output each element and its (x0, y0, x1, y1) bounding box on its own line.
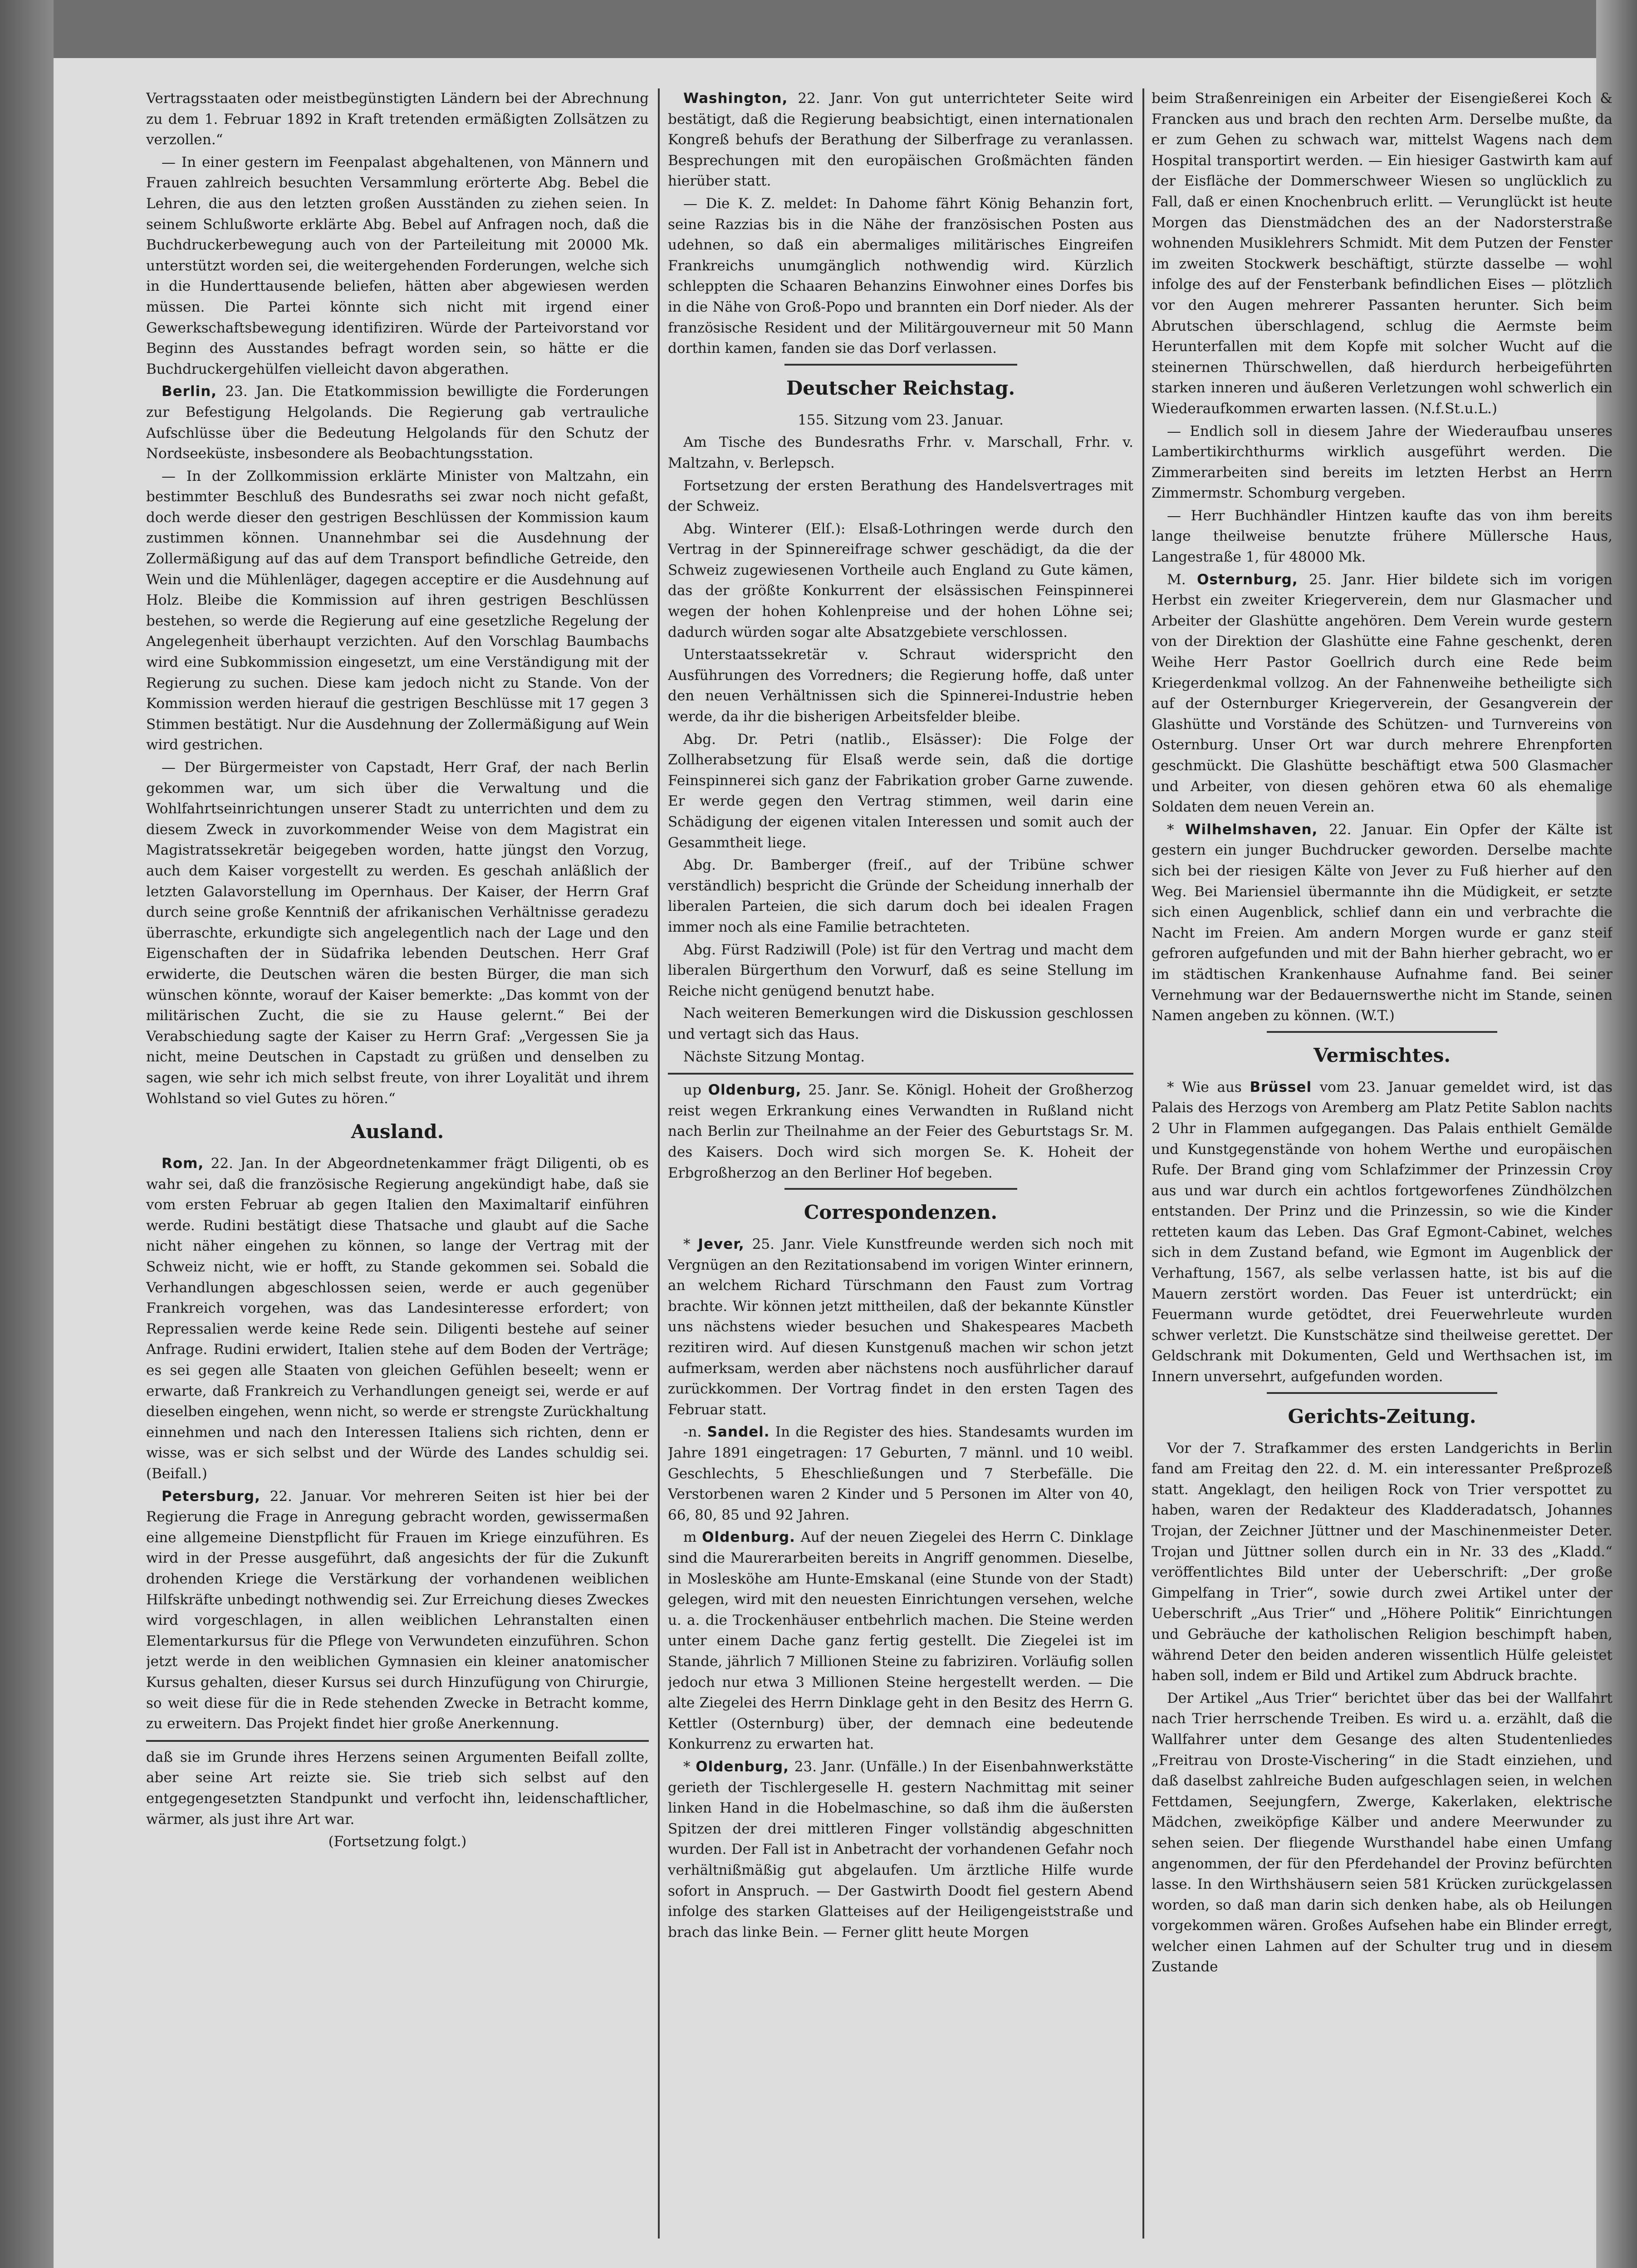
feuilleton-text: daß sie im Grunde ihres Herzens seinen Argumenten Beifall zollte, aber seine Art reizte sie. Sie trieb sich selbst auf den entgegengesetzten Standpunkt und verfocht ihn, leidenschaftlicher, wärmer, als just ihre Art war. (146, 1749, 649, 1828)
article-text: 23. Janr. (Unfälle.) In der Eisenbahnwerkstätte gerieth der Tischlergeselle H. gestern Nachmittag mit seiner linken Hand in die Hobelmaschine, so daß ihm die äußersten Spitzen der drei mittleren Finger vollständig abgeschnitten wurden. Der Fall ist in Anbetracht der vorhandenen Gefahr noch verhältnißmäßig gut abgelaufen. Um ärztliche Hilfe wurde sofort in Anspruch. — Der Gastwirth Doodt fiel gestern Abend infolge des starken Glatteises auf der Heiligengeiststraße und brach das linke Bein. — Ferner glitt heute Morgen (668, 1758, 1133, 1941)
paragraph: — Endlich soll in diesem Jahre der Wiederaufbau unseres Lambertikirchthurms wirklich ausgeführt werden. Die Zimmerarbeiten sind bereits im letzten Herbst an Herrn Zimmermstr. Schomburg vergeben. (1152, 423, 1612, 502)
column-1 (146, 88, 649, 2239)
divider (784, 364, 1017, 366)
correspondent-mark: m (683, 1529, 702, 1546)
article-oldenburg-2 (668, 1527, 1133, 1755)
divider (784, 1188, 1017, 1190)
paragraph: Nach weiteren Bemerkungen wird die Diskussion geschlossen und vertagt sich das Haus. (668, 1005, 1133, 1042)
article-text: 25. Janr. Se. Königl. Hoheit der Großherzog reist wegen Erkrankung eines Verwandten in Rußland nicht nach Berlin zur Theilnahme an der Feier des Geburtstags Sr. M. des Kaisers. Doch wird sich morgen Se. K. Hoheit der Erbgroßherzog an den Berliner Hof begeben. (668, 1082, 1133, 1181)
article-text: vom 23. Januar gemeldet wird, ist das Palais des Herzogs von Aremberg am Platz Petite Sablon nachts 2 Uhr in Flammen aufgegangen. Das Palais enthielt Gemälde und Kunstgegenstände von hohem Werthe und europäischen Rufe. Der Brand ging vom Schlafzimmer der Prinzessin Croy aus und war durch ein achtlos fortgeworfenes Zündhölzchen entstanden. Der Prinz und die Prinzessin, so wie die Kinder retteten kaum das Leben. Das Graf Egmont-Cabinet, welches sich in dem Zustand befand, wie Egmont im Augenblick der Verhaftung, 1567, als selbe verlassen hatte, ist bis auf die Mauern zerstört worden. Das Feuer ist unterdrückt; ein Feuermann wurde getödtet, drei Feuerwehrleute wurden schwer verletzt. Die Kunstschätze sind theilweise gerettet. Der Geldschrank mit Dokumenten, Geld und Werthsachen ist, im Innern unversehrt, aufgefunden worden. (1152, 1079, 1612, 1385)
paragraph: Der Artikel „Aus Trier“ berichtet über das bei der Wallfahrt nach Trier herrschende Treiben. Es wird u. a. erzählt, daß die Wallfahrer unter dem Gesange des alten Studentenliedes „Freitrau von Droste-Vischering“ in die Stadt einziehen, und daß daselbst zahlreiche Buden aufgeschlagen seien, in welchen Fettdamen, Seejungfern, Zwerge, Kakerlaken, elektrische Mädchen, zweiköpfige Kälber und andere Meerwunder zu sehen seien. Der fliegende Wursthandel habe einen Umfang angenommen, der für den Pferdehandel der Provinz befürchten lasse. In den Wirthshäusern seien 581 Krücken zurückgelassen worden, so daß man darin sich denken habe, als ob Heilungen vorgekommen wären. Großes Aufsehen habe ein Blinder erregt, welcher einen Lahmen auf der Schulter trug und in diesem Zustande (1152, 1690, 1612, 1975)
article-wilhelmshaven (1152, 820, 1612, 1026)
paragraph: — Herr Buchhändler Hintzen kaufte das von ihm bereits lange theilweise benutzte frühere Müllersche Haus, Langestraße 1, für 48000 Mk. (1152, 507, 1612, 566)
article-text: Auf der neuen Ziegelei des Herrn C. Dinklage sind die Maurerarbeiten bereits in Angriff genommen. Dieselbe, in Moslesköhe am Hunte-Emskanal (eine Stunde von der Stadt) gelegen, wird mit den neuesten Einrichtungen versehen, welche u. a. die Trockenhäuser entbehrlich machen. Die Steine werden unter einem Dache ganz fertig gestellt. Die Ziegelei ist im Stande, jährlich 7 Millionen Steine zu fabriziren. Vorläufig sollen jedoch nur etwa 3 Millionen Steine hergestellt werden. — Die alte Ziegelei des Herrn Dinklage geht in den Besitz des Herrn G. Kettler (Osternburg) über, der demnach eine bedeutende Konkurrenz zu erwarten hat. (668, 1529, 1133, 1753)
section-heading-ausland: Ausland. (351, 1120, 444, 1143)
paragraph: — Der Bürgermeister von Capstadt, Herr Graf, der nach Berlin gekommen war, um sich über die Verwaltung und die Wohlfahrtseinrichtungen unserer Stadt zu unterrichten und dem zu diesem Zweck in zuvorkommender Weise von dem Magistrat ein Magistratssekretär beigegeben worden, hatte jüngst den Vorzug, auch dem Kaiser vorgestellt zu werden. Es geschah anläßlich der letzten Galavorstellung im Opernhaus. Der Kaiser, der Herrn Graf durch seine große Kenntniß der afrikanischen Verhältnisse geradezu überraschte, erkundigte sich angelegentlich nach der Lage und den Eigenschaften der in Südafrika lebenden Deutschen. Herr Graf erwiderte, die Deutschen wären die besten Bürger, die man sich wünschen könnte, worauf der Kaiser bemerkte: „Das kommt von der militärischen Zucht, die sie zu Hause gelernt.“ Bei der Verabschiedung sagte der Kaiser zu Herrn Graf: „Vergessen Sie ja nicht, meine Deutschen in Capstadt zu grüßen und denselben zu sagen, wie sehr ich mich selbst freute, von ihrer Loyalität und ihrem Wohlstand so viel Gutes zu hören.“ (146, 759, 649, 1107)
paragraph: beim Straßenreinigen ein Arbeiter der Eisengießerei Koch & Francken aus und brach den rechten Arm. Derselbe mußte, da er zum Gehen zu schwach war, mittelst Wagens nach dem Hospital transportirt werden. — Ein hiesiger Gastwirth kam auf der Eisfläche der Dommerschweer Wiesen so unglücklich zu Fall, daß er einen Knochenbruch erlitt. — Verunglückt ist heute Morgen das Dienstmädchen des an der Nadorsterstraße wohnenden Musiklehrers Schmidt. Mit dem Putzen der Fenster im zweiten Stockwerk beschäftigt, stürzte dasselbe — wohl infolge des auf der Fensterbank befindlichen Eises — plötzlich vor den Augen mehrerer Passanten herunter. Sich beim Abrutschen überschlagend, schlug die Aermste beim Herunterfallen mit dem Kopfe mit solcher Wucht auf die steinernen Thürschwellen, daß hierdurch herbeigeführten starken inneren und äußeren Verletzungen wohl schwerlich ein Wiederaufkommen erwarten lassen. (N.f.St.u.L.) (1152, 90, 1612, 417)
dateline-place: Washington, (683, 90, 788, 107)
dateline-place: Sandel. (707, 1424, 770, 1441)
article-text: 22. Jan. In der Abgeordnetenkammer frägt Diligenti, ob es wahr sei, daß die französische Regierung angekündigt habe, daß sie vom ersten Februar ab gegen Italien den Maximaltarif einführen werde. Rudini bestätigt diese Thatsache und glaubt auf die Sache nicht näher eingehen zu können, so lange der Vertrag mit der Schweiz nicht, wie er hofft, zu Stande gekommen sei. Sobald die Verhandlungen abgeschlossen seien, werde er auch gegenüber Frankreich vorgehen, was das Landesinteresse erfordert; von Repressalien werde keine Rede sein. Diligenti bestehe auf seiner Anfrage. Rudini erwidert, Italien stehe auf dem Boden der Verträge; es sei gegen alle Staaten von gleichen Gefühlen beseelt; wenn er erwarte, daß Frankreich zu Verhandlungen geneigt sei, werde er auf dieselben eingehen, wenn nicht, so werde er strengste Zurückhaltung einnehmen und nach den Interessen Italiens sich richten, denn er wisse, was er sich selbst und der Würde des Landes schuldig sei. (Beifall.) (146, 1155, 649, 1482)
article-jever (668, 1234, 1133, 1420)
article-bruessel (1152, 1077, 1612, 1388)
paragraph: Abg. Dr. Petri (natlib., Elsässer): Die Folge der Zollherabsetzung für Elsaß werde sein, daß die dortige Feinspinnerei sich ganz der Fabrikation grober Garne zuwende. Er werde gegen den Vertrag stimmen, weil darin eine Schädigung der eigenen vitalen Interessen und somit auch der Gesammtheit liege. (668, 731, 1133, 851)
section-heading-reichstag: Deutscher Reichstag. (786, 376, 1015, 399)
paragraph: Unterstaatssekretär v. Schraut widerspricht den Ausführungen des Vorredners; die Regierung hoffe, daß unter den neuen Verhältnissen sich die Spinnerei-Industrie heben werde, da ihr die bisherigen Arbeitsfelder bleibe. (668, 646, 1133, 725)
article-petersburg (146, 1486, 649, 1735)
article-lead: * Wie aus (1167, 1079, 1250, 1095)
paragraph: Vertragsstaaten oder meistbegünstigten Ländern bei der Abrechnung zu dem 1. Februar 1892 in Kraft tretenden ermäßigten Zollsätzen zu verzollen.“ (146, 90, 649, 148)
section-heading-correspondenzen: Correspondenzen. (804, 1201, 998, 1224)
newspaper-columns (146, 88, 1612, 2239)
dateline-place: Wilhelmshaven, (1185, 821, 1318, 838)
continuation-note: (Fortsetzung folgt.) (328, 1833, 467, 1850)
article-washington (668, 88, 1133, 192)
article-text: 23. Jan. Die Etatkommission bewilligte die Forderungen zur Befestigung Helgolands. Die Regierung gab vertrauliche Aufschlüsse über die Bedeutung Helgolands für den Schutz der Nordseeküste, insbesondere als Beobachtungsstation. (146, 383, 649, 462)
paragraph: — Die K. Z. meldet: In Dahome fährt König Behanzin fort, seine Razzias bis in die Nähe der französischen Posten aus udehnen, so daß ein abermaliges militärisches Eingreifen Frankreichs unumgänglich nothwendig wird. Kürzlich schleppten die Schaaren Behanzins Einwohner eines Dorfes bis in die Nähe von Groß-Popo und brannten ein Dorf nieder. Als der französische Resident und der Militärgouverneur mit 50 Mann dorthin kamen, fanden sie das Dorf verlassen. (668, 195, 1133, 357)
paragraph: Vor der 7. Strafkammer des ersten Landgerichts in Berlin fand am Freitag den 22. d. M. ein interessanter Preßprozeß statt. Angeklagt, den heiligen Rock von Trier verspottet zu haben, waren der Redakteur des Kladderadatsch, Johannes Trojan, der Zeichner Jüttner und der Maschinenmeister Deter. Trojan und Jüttner sollen durch ein in Nr. 33 des „Kladd.“ veröffentlichtes Bild unter der Ueberschrift: „Der große Gimpelfang in Trier“, sowie durch zwei Artikel unter der Ueberschrift „Aus Trier“ und „Höhere Politik“ Einrichtungen und Gebräuche der katholischen Religion beschimpft haben, während Deter den beiden anderen wissentlich Hülfe geleistet haben soll, indem er Bild und Artikel zum Abdruck brachte. (1152, 1440, 1612, 1684)
column-2 (668, 88, 1133, 2239)
article-text: 22. Januar. Ein Opfer der Kälte ist gestern ein junger Buchdrucker geworden. Derselbe machte sich bei der riesigen Kälte von Jever zu Fuß hierher auf den Weg. Bei Mariensiel übermannte ihn die Müdigkeit, er setzte sich einen Augenblick, schlief dann ein und verbrachte die Nacht im Freien. Am andern Morgen wurde er ganz steif gefroren aufgefunden und mit der Bahn hierher gebracht, wo er im städtischen Krankenhause Aufnahme fand. Bei seiner Vernehmung war der Bedauernswerthe nicht im Stande, seinen Namen angeben zu können. (W.T.) (1152, 821, 1612, 1024)
article-oldenburg (668, 1080, 1133, 1183)
paragraph: Abg. Fürst Radziwill (Pole) ist für den Vertrag und macht dem liberalen Bürgerthum den Vorwurf, daß es seine Stellung im Reiche nicht genügend benutzt habe. (668, 941, 1133, 999)
section-heading-gerichts-zeitung: Gerichts-Zeitung. (1288, 1405, 1476, 1427)
paragraph: Abg. Winterer (Elſ.): Elsaß-Lothringen werde durch den Vertrag in der Spinnereifrage schwer geschädigt, da die der Schweiz zugewiesenen Vortheile auch England zu Gute kämen, das der größte Konkurrent der elsässischen Feinspinnerei wegen der hohen Kohlenpreise und der hohen Löhne sei; dadurch würden sogar alte Absatzgebiete verschlossen. (668, 520, 1133, 640)
dateline-place: Osternburg, (1197, 571, 1298, 588)
article-berlin (146, 381, 649, 464)
section-heading-vermischtes: Vermischtes. (1313, 1044, 1451, 1066)
correspondent-mark: * (683, 1236, 698, 1253)
article-text: 22. Janr. Von gut unterrichteter Seite wird bestätigt, daß die Regierung beabsichtigt, einen internationalen Kongreß behufs der Berathung der Silberfrage zu veranlassen. Besprechungen mit den europäischen Großmächten fänden hierüber statt. (668, 90, 1133, 190)
paragraph: Am Tische des Bundesraths Frhr. v. Marschall, Frhr. v. Maltzahn, v. Berlepsch. (668, 434, 1133, 471)
article-text: 22. Januar. Vor mehreren Seiten ist hier bei der Regierung die Frage in Anregung gebracht worden, gewissermaßen eine allgemeine Dienstpflicht für Frauen im Kriege einzuführen. Es wird in der Presse ausgeführt, daß angesichts der für die Zukunft drohenden Kriege die Verstärkung der vorhandenen weiblichen Hilfskräfte unbedingt nothwendig sei. Zur Erreichung dieses Zweckes wird vorgeschlagen, in allen weiblichen Lehranstalten einen Elementarkursus für die Pflege von Verwundeten einzuführen. Schon jetzt werde in den weiblichen Gymnasien ein kleiner anatomischer Kursus gehalten, dieser Kursus sei durch Hinzufügung von Chirurgie, so weit diese für die in Rede stehenden Zwecke in Betracht komme, zu erweitern. Das Projekt findet hier große Anerkennung. (146, 1488, 649, 1732)
dateline-place: Oldenburg. (702, 1529, 795, 1546)
dateline-place: Petersburg, (162, 1488, 260, 1505)
article-osternburg (1152, 570, 1612, 818)
dateline-place: Berlin, (162, 383, 217, 400)
correspondent-mark: -n. (683, 1424, 707, 1441)
divider (1267, 1392, 1497, 1394)
article-rom (146, 1154, 649, 1485)
paragraph: Nächste Sitzung Montag. (683, 1048, 865, 1065)
article-text: 25. Janr. Hier bildete sich im vorigen Herbst ein zweiter Kriegerverein, dem nur Glasmacher und Arbeiter der Glashütte angehören. Dem Verein wurde gestern von der Direktion der Glashütte eine Fahne geschenkt, deren Weihe Herr Pastor Goellrich durch eine Rede beim Kriegerdenkmal vollzog. An der Fahnenweihe betheiligte sich auf der Osternburger Kriegerverein, der Gesangverein der Glashütte und Vorstände des Schützen- und Turnvereins von Osternburg. Unser Ort war durch mehrere Ehrenpforten geschmückt. Die Glashütte beschäftigt etwa 500 Glasmacher und Arbeiter, von diesen gehören etwa 60 als ehemalige Soldaten dem neuen Verein an. (1152, 571, 1612, 816)
article-oldenburg-3 (668, 1757, 1133, 1943)
divider (668, 1073, 1133, 1075)
divider (1267, 1031, 1497, 1033)
dateline-place: Rom, (162, 1155, 204, 1172)
article-sandel (668, 1422, 1133, 1525)
page-gutter-shadow (0, 0, 54, 2268)
article-text: In die Register des hies. Standesamts wurden im Jahre 1891 eingetragen: 17 Geburten, 7 männl. und 10 weibl. Geschlechts, 5 Eheschließungen und 7 Sterbefälle. Die Verstorbenen waren 2 Kinder und 5 Personen im Alter von 40, 66, 80, 85 und 92 Jahren. (668, 1424, 1133, 1523)
column-3 (1152, 88, 1612, 2239)
dateline-place: Oldenburg, (708, 1082, 802, 1099)
paragraph: — In einer gestern im Feenpalast abgehaltenen, von Männern und Frauen zahlreich besuchten Versammlung erörterte Abg. Bebel die Lehren, die aus den letzten großen Ausständen zu ziehen seien. In seinem Schlußworte erklärte Abg. Bebel auf Anfragen noch, daß die Buchdruckerbewegung auch von der Parteileitung mit 20000 Mk. unterstützt worden sei, die weitergehenden Forderungen, welche sich in die Hunderttausende beliefen, hätten aber abgewiesen werden müssen. Die Partei könnte sich nicht mit irgend einer Gewerkschaftsbewegung identifiziren. Würde der Parteivorstand vor Beginn des Ausstandes befragt worden sein, so hätte er die Buchdruckergehülfen vielleicht davon abgerathen. (146, 154, 649, 377)
correspondent-mark: * (1167, 821, 1186, 838)
correspondent-mark: up (683, 1082, 708, 1099)
paragraph: Fortsetzung der ersten Berathung des Handelsvertrages mit der Schweiz. (668, 477, 1133, 515)
column-rule (658, 88, 660, 2239)
paragraph: Abg. Dr. Bamberger (freiſ., auf der Tribüne schwer verständlich) bespricht die Gründe der Scheidung innerhalb der liberalen Parteien, die sich darum doch bei idealen Fragen immer noch als eine Familie betrachteten. (668, 857, 1133, 935)
column-rule (1142, 88, 1144, 2239)
article-text: 25. Janr. Viele Kunstfreunde werden sich noch mit Vergnügen an den Rezitationsabend im vorigen Winter erinnern, an welchem Richard Türschmann den Faust zum Vortrag brachte. Wir können jetzt mittheilen, daß der bekannte Künstler uns nächstens wieder besuchen und Shakespeares Macbeth rezitiren wird. Auf diesen Kunstgenuß machen wir schon jetzt aufmerksam, werden aber nächstens noch ausführlicher darauf zurückkommen. Der Vortrag findet in den ersten Tagen des Februar statt. (668, 1236, 1133, 1418)
paragraph: — In der Zollkommission erklärte Minister von Maltzahn, ein bestimmter Beschluß des Bundesraths sei zwar noch nicht gefaßt, doch werde dieser den gestrigen Beschlüssen der Kommission kaum zustimmen können. Unannehmbar sei die Ausdehnung der Zollermäßigung auf das auf dem Transport befindliche Getreide, den Wein und die Mühlenläger, dagegen acceptire er die Ausdehnung auf Holz. Bleibe die Kommission auf ihren gestrigen Beschlüssen bestehen, so werde die Regierung auf eine gesetzliche Regelung der Angelegenheit überhaupt verzichten. Auf den Vorschlag Baumbachs wird eine Subkommission eingesetzt, um eine Verständigung mit der Regierung zu suchen. Diese kam jedoch nicht zu Stande. Von der Kommission werden hierauf die gestrigen Beschlüsse mit 17 gegen 3 Stimmen bestätigt. Nur die Ausdehnung der Zollermäßigung auf Wein wird gestrichen. (146, 468, 649, 753)
feuilleton-divider (146, 1740, 649, 1742)
dateline-place: Brüssel (1250, 1079, 1312, 1095)
dateline-place: Oldenburg, (696, 1758, 789, 1775)
correspondent-mark: M. (1167, 571, 1197, 588)
dateline-place: Jever, (698, 1236, 745, 1253)
session-line: 155. Sitzung vom 23. Januar. (798, 411, 1004, 428)
correspondent-mark: * (683, 1758, 696, 1775)
